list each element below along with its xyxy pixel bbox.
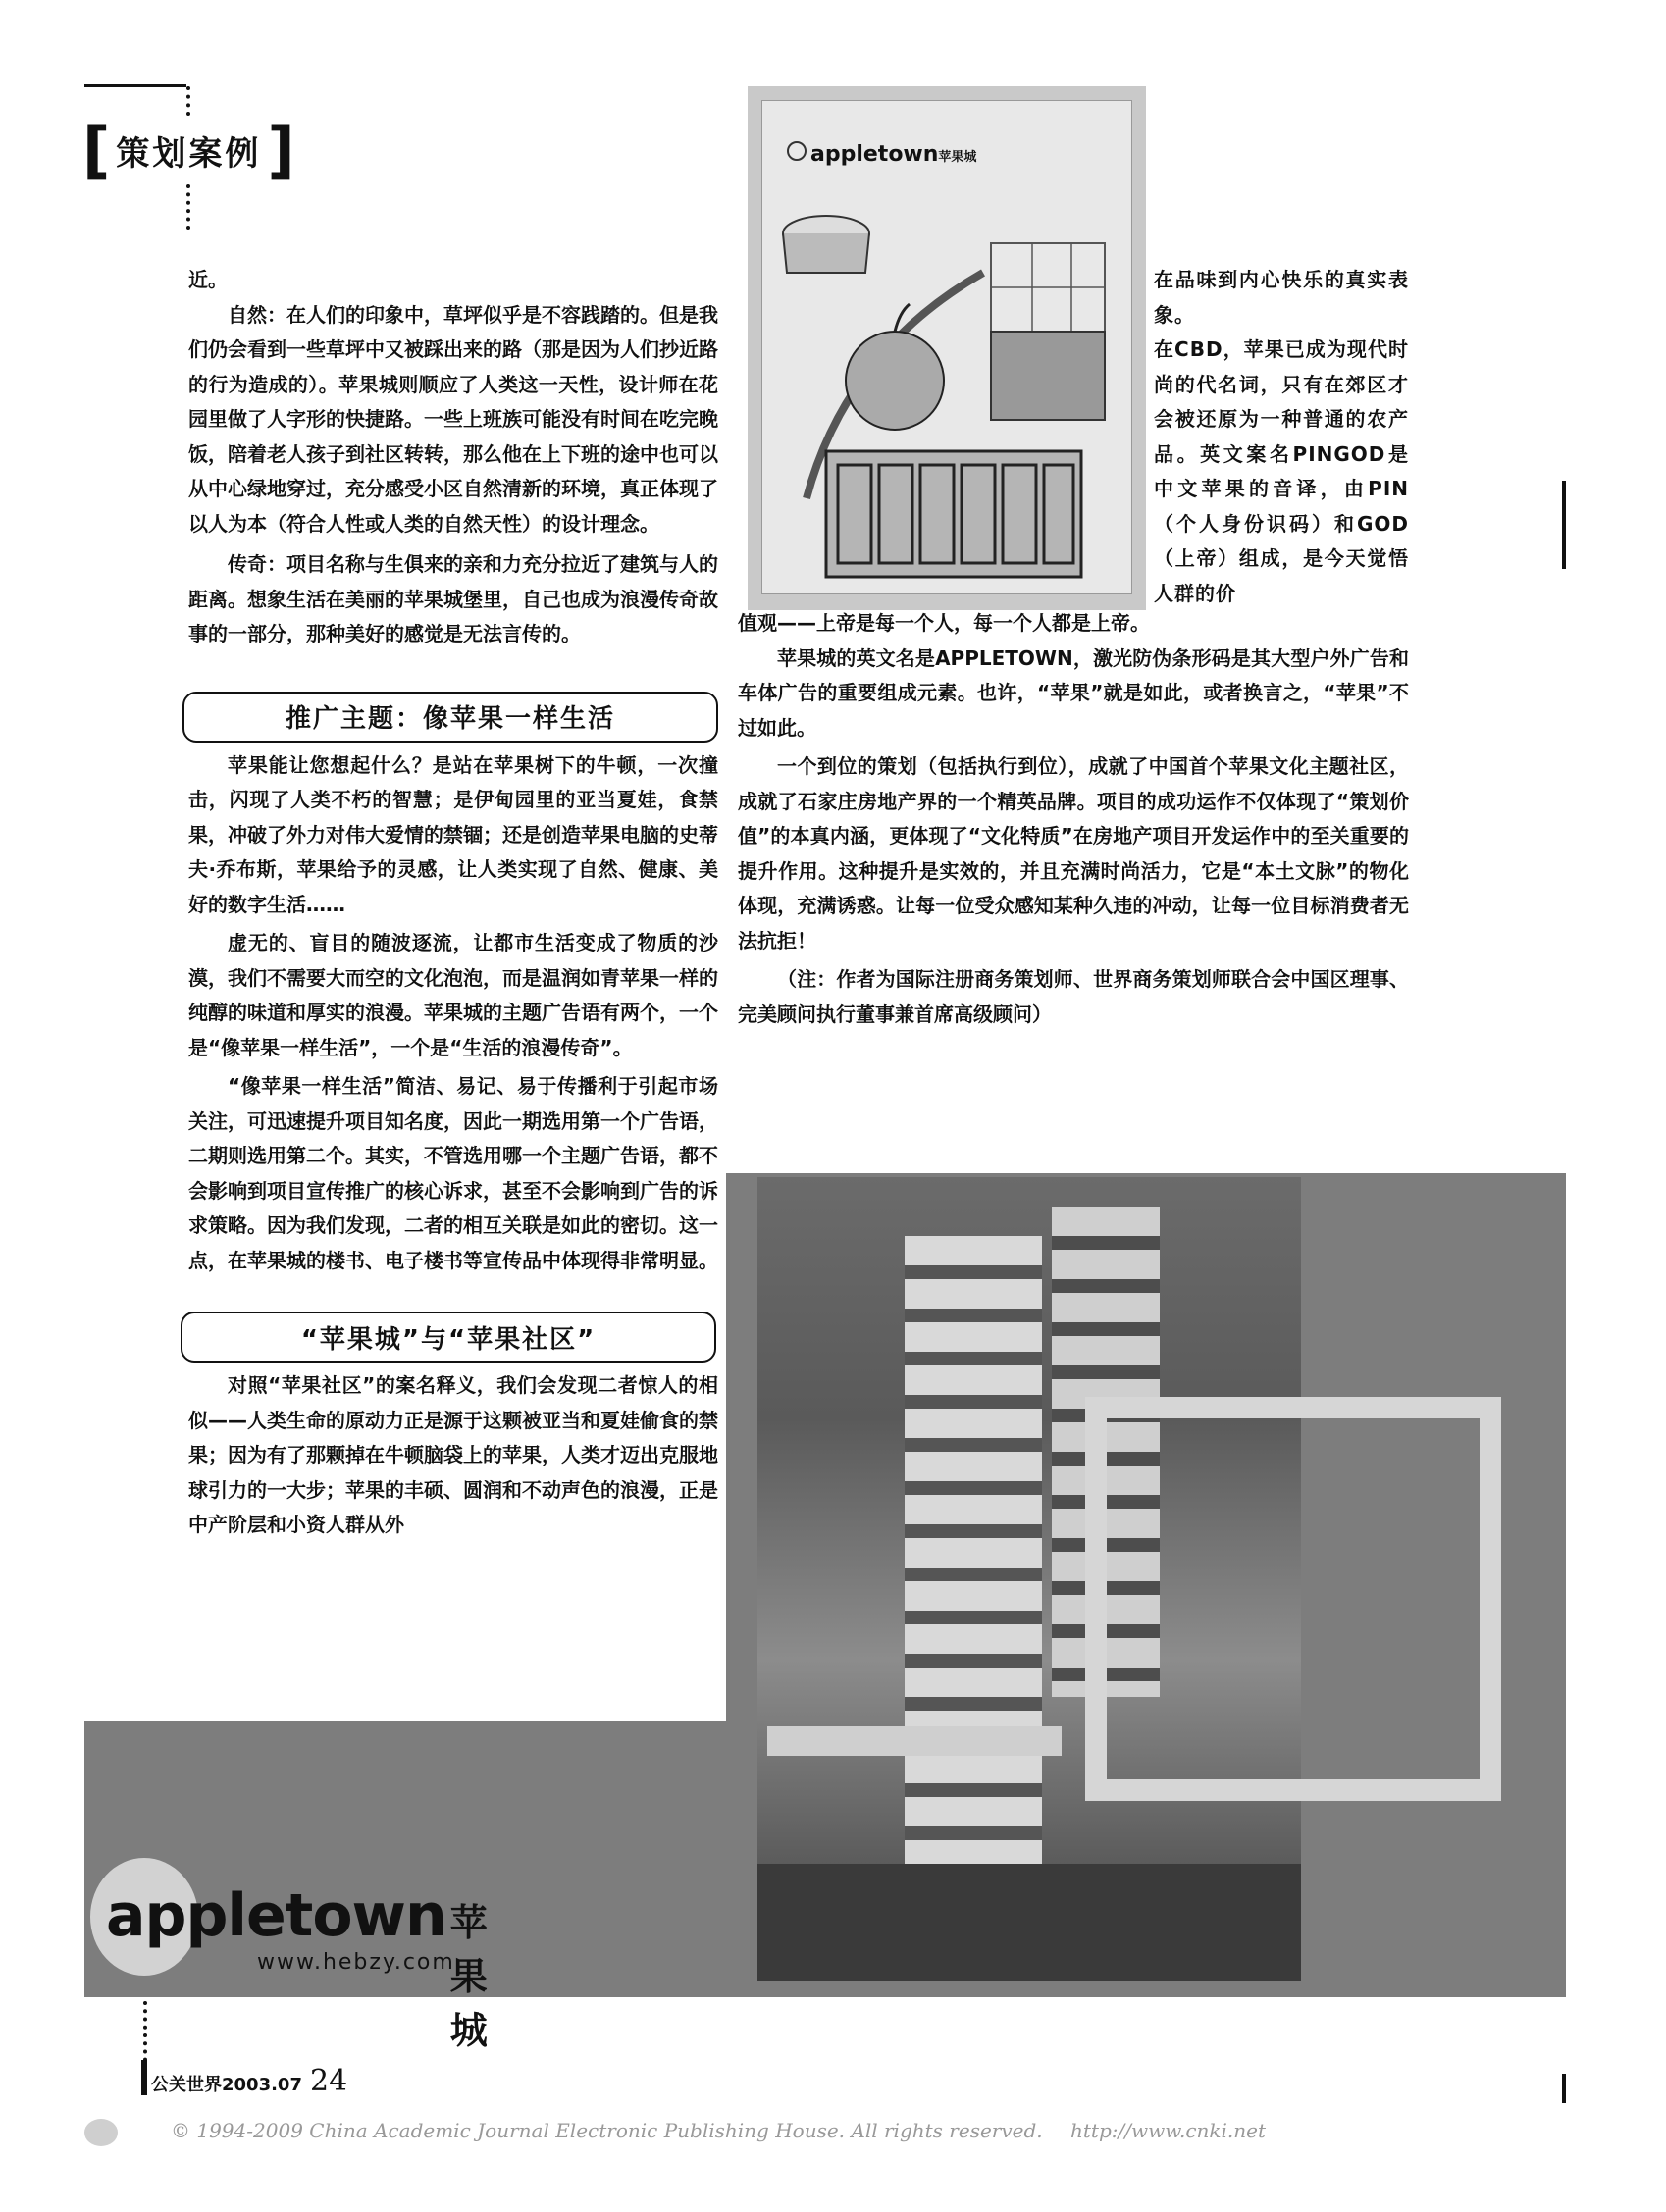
header-rule <box>84 84 186 87</box>
footer-bar <box>141 2060 147 2095</box>
apple-logo-icon <box>787 141 807 161</box>
header-dots-top <box>186 86 190 116</box>
paragraph: 一个到位的策划（包括执行到位），成就了中国首个苹果文化主题社区，成就了石家庄房地产界的一个精英品牌。项目的成功运作不仅体现了“策划价值”的本真内涵，更体现了“文化特质”在房地产项目开发运作中的至关重要的提升作用。这种提升是实效的，并且充满时尚活力，它是“本土文脉”的物化体现，充满诱惑。让每一位受众感知某种久违的冲动，让每一位目标消费者无法抗拒！ <box>738 754 1409 952</box>
plaza <box>757 1864 1301 1981</box>
stone-wall-icon <box>991 332 1105 420</box>
cnki-link[interactable]: http://www.cnki.net <box>1070 2119 1267 2142</box>
header-dots-bottom <box>186 184 190 230</box>
magazine-issue: 公关世界2003.07 <box>151 2075 302 2095</box>
paragraph: 值观——上帝是每一个人，每一个人都是上帝。 <box>738 611 1150 635</box>
right-column <box>738 606 1409 1032</box>
paragraph: 近。 <box>188 268 228 291</box>
paragraph: 苹果城的英文名是APPLETOWN，激光防伪条形码是其大型户外广告和车体广告的重要组成元素。也许，“苹果”就是如此，或者换言之，“苹果”不过如此。 <box>738 645 1409 740</box>
paragraph: 苹果能让您想起什么？是站在苹果树下的牛顿，一次撞击，闪现了人类不朽的智慧；是伊甸园里的亚当夏娃，食禁果，冲破了外力对伟大爱情的禁锢；还是创造苹果电脑的史蒂夫·乔布斯，苹果给予的灵感，让人类实现了自然、健康、美好的数字生活…… <box>188 752 718 916</box>
section-heading-promotion: 推广主题：像苹果一样生活 <box>182 692 718 743</box>
cnki-logo-icon <box>84 2119 118 2146</box>
copyright-text: © 1994-2009 China Academic Journal Electronic Publishing House. All rights reserved. <box>171 2119 1043 2142</box>
right-narrow-column <box>1154 263 1409 611</box>
ad-band-top-white <box>84 1717 726 1721</box>
sketch-drawing <box>767 184 1130 596</box>
apple-icon <box>846 332 944 430</box>
paragraph: “像苹果一样生活”简洁、易记、易于传播利于引起市场关注，可迅速提升项目知名度，因此一期选用第一个广告语，二期则选用第二个。其实，不管选用哪一个主题广告语，都不会影响到项目宣传推广的核心诉求，甚至不会影响到广告的诉求策略。因为我们发现，二者的相互关联是如此的密切。这一点，在苹果城的楼书、电子楼书等宣传品中体现得非常明显。 <box>188 1074 718 1272</box>
white-frame <box>1085 1397 1501 1801</box>
author-note: （注：作者为国际注册商务策划师、世界商务策划师联合会中国区理事、完美顾问执行董事兼首席高级顾问） <box>738 967 1409 1026</box>
page-number: 24 <box>309 2064 348 2098</box>
right-edge-mark <box>1562 2074 1566 2103</box>
paragraph: 在品味到内心快乐的真实表象。 在CBD，苹果已成为现代时尚的代名词，只有在郊区才会被还原为一种普通的农产品。英文案名PINGOD是中文苹果的音译，由PIN（个人身份识码）和GOD（上帝）组成，是今天觉悟人群的价 <box>1154 268 1409 605</box>
sketch-logo <box>787 141 976 167</box>
ad-logo-brand: appletown <box>106 1881 446 1950</box>
sketch-logo-brand: appletown <box>810 142 939 167</box>
ad-logo-cn: 苹果城 <box>449 1901 488 2052</box>
footer-magazine <box>151 2064 347 2098</box>
bracket-right: ] <box>267 114 295 185</box>
section-title: 策划案例 <box>116 133 262 174</box>
left-column <box>188 263 718 1543</box>
paragraph: 虚无的、盲目的随波逐流，让都市生活变成了物质的沙漠，我们不需要大而空的文化泡泡，而是温润如青苹果一样的纯醇的味道和厚实的浪漫。苹果城的主题广告语有两个，一个是“像苹果一样生活”，一个是“生活的浪漫传奇”。 <box>188 931 718 1059</box>
section-heading-comparison: “苹果城”与“苹果社区” <box>181 1312 716 1363</box>
ad-logo <box>90 1852 522 2052</box>
paragraph: 自然：在人们的印象中，草坪似乎是不容践踏的。但是我们仍会看到一些草坪中又被踩出来的路（那是因为人们抄近路的行为造成的）。苹果城则顺应了人类这一天性，设计师在花园里做了人字形的快捷路。一些上班族可能没有时间在吃完晚饭，陪着老人孩子到社区转转，那么他在上下班的途中也可以从中心绿地穿过，充分感受小区自然清新的环境，真正体现了以人为本（符合人性或人类的自然天性）的设计理念。 <box>188 302 718 536</box>
section-header <box>82 114 295 185</box>
sketch-logo-cn: 苹果城 <box>938 150 977 165</box>
bracket-left: [ <box>82 114 111 185</box>
paragraph: 对照“苹果社区”的案名释义，我们会发现二者惊人的相似——人类生命的原动力正是源于这颗被亚当和夏娃偷食的禁果；因为有了那颗掉在牛顿脑袋上的苹果，人类才迈出克服地球引力的一大步；苹果的丰硕、圆润和不动声色的浪漫，正是中产阶层和小资人群从外 <box>188 1373 718 1536</box>
paragraph: 传奇：项目名称与生俱来的亲和力充分拉近了建筑与人的距离。想象生活在美丽的苹果城堡里，自己也成为浪漫传奇故事的一部分，那种美好的感觉是无法言传的。 <box>188 552 718 645</box>
copyright-line <box>171 2119 1266 2142</box>
sketch-illustration <box>748 86 1146 610</box>
tower-block <box>905 1236 1042 1923</box>
right-edge-mark <box>1562 481 1566 569</box>
pergola <box>767 1726 1062 1756</box>
ad-logo-url: www.hebzy.com <box>257 1950 455 1975</box>
